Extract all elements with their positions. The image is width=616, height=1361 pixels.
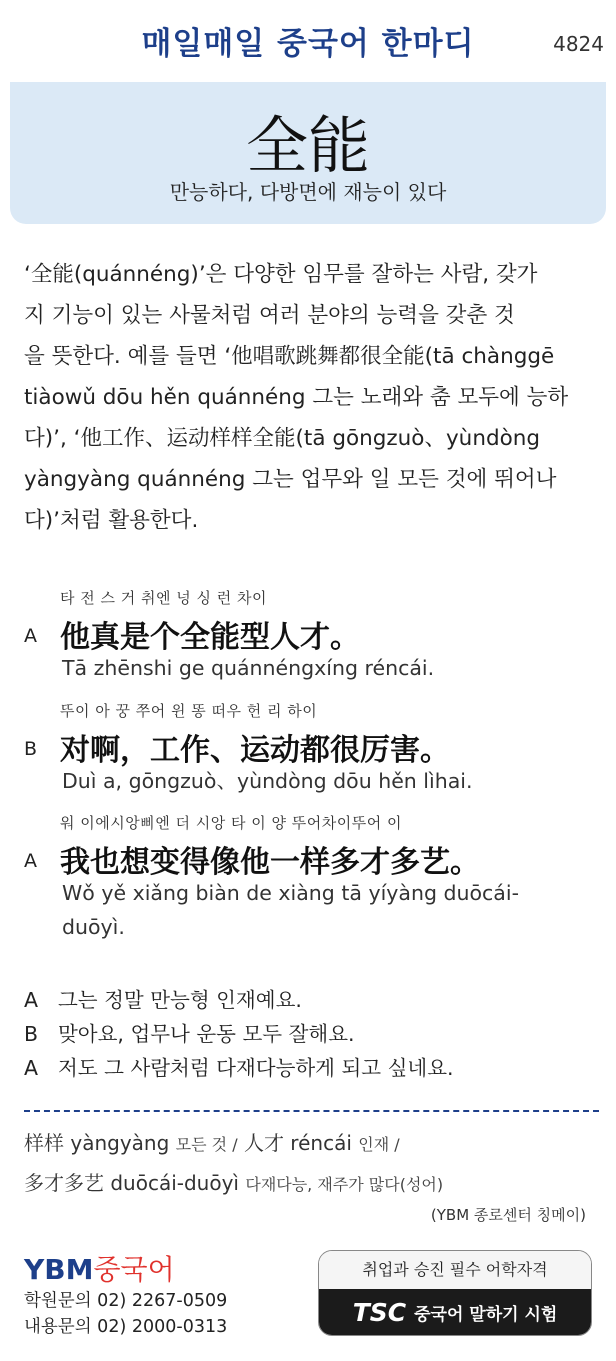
translation-text: 그는 정말 만능형 인재예요. — [58, 988, 302, 1012]
speaker-label: A — [24, 625, 37, 647]
pinyin-line: Wǒ yě xiǎng biàn de xiàng tā yíyàng duōcái-duōyì. — [62, 881, 519, 939]
chinese-sentence: 对啊，工作、运动都很厉害。 — [60, 733, 450, 768]
vocab-meaning: 다재다능, 재주가 많다(성어) — [245, 1175, 444, 1194]
explanation-line: 다)’처럼 활용한다. — [24, 508, 199, 533]
issue-number: 4824 — [553, 32, 604, 56]
explanation-line: ‘全能(quánnéng)’은 다양한 임무를 잘하는 사람, 갖가 — [24, 262, 538, 287]
chinese-sentence: 他真是个全能型人才。 — [60, 620, 360, 655]
chinese-sentence: 我也想变得像他一样多才多艺。 — [60, 845, 480, 880]
explanation-line: 지 기능이 있는 사물처럼 여러 분야의 능력을 갖춘 것 — [24, 303, 515, 328]
contact-content: 내용문의 02) 2000-0313 — [24, 1317, 228, 1337]
speaker-label: A — [24, 988, 39, 1012]
pinyin-line: Tā zhēnshi ge quánnéngxíng réncái. — [62, 656, 435, 680]
vocab-word: 多才多艺 duōcái-duōyì — [24, 1171, 239, 1195]
vocab-word: 样样 yàngyàng — [24, 1131, 170, 1155]
ybm-logo-text: YBM — [24, 1253, 94, 1286]
vocab-meaning: 인재 / — [358, 1135, 400, 1154]
tsc-logo: TSC — [352, 1297, 407, 1327]
pinyin-line: Duì a, gōngzuò、yùndòng dōu hěn lìhai. — [62, 769, 473, 793]
speaker-label: B — [24, 738, 38, 760]
ybm-logo — [24, 1248, 227, 1288]
explanation-line: tiàowǔ dōu hěn quánnéng 그는 노래와 춤 모두에 능하 — [24, 385, 569, 410]
vocab-line — [24, 1124, 443, 1164]
header — [0, 0, 616, 82]
explanation-line: 다)’, ‘他工作、运动样样全能(tā gōngzuò、yùndòng — [24, 426, 541, 451]
explanation-line: yàngyàng quánnéng 그는 업무와 일 모든 것에 뛰어나 — [24, 467, 557, 492]
speaker-label: A — [24, 1056, 39, 1080]
tsc-caption: 취업과 승진 필수 어학자격 — [319, 1251, 591, 1289]
translation-line — [24, 1051, 454, 1085]
series-title: 매일매일 중국어 한마디 — [141, 26, 475, 62]
translation-text: 맞아요, 업무나 운동 모두 잘해요. — [58, 1022, 355, 1046]
vocabulary-notes — [24, 1124, 443, 1204]
dashed-divider — [24, 1110, 599, 1112]
tsc-logo-bar — [319, 1289, 591, 1335]
tsc-title: 중국어 말하기 시험 — [414, 1304, 558, 1325]
translation-text: 저도 그 사람처럼 다재다능하게 되고 싶네요. — [58, 1056, 454, 1080]
headword-meaning: 만능하다, 다방면에 재능이 있다 — [169, 180, 447, 204]
tsc-banner[interactable] — [318, 1250, 592, 1336]
vocab-meaning: 모든 것 / — [175, 1135, 238, 1154]
pronunciation-guide: 뚜이 아 꿍 쭈어 윈 똥 떠우 헌 리 하이 — [60, 702, 318, 720]
vocab-line — [24, 1164, 443, 1204]
author-credit: (YBM 종로센터 칭메이) — [430, 1206, 586, 1224]
translation-line — [24, 1017, 454, 1051]
translation-list — [24, 983, 454, 1085]
pronunciation-guide: 타 전 스 거 취엔 넝 싱 런 차이 — [60, 589, 268, 607]
contact-academy: 학원문의 02) 2267-0509 — [24, 1291, 228, 1311]
ybm-footer — [24, 1248, 227, 1340]
explanation-line: 을 뜻한다. 예를 들면 ‘他唱歌跳舞都很全能(tā chànggē — [24, 344, 555, 369]
explanation-paragraph — [24, 254, 599, 541]
headword: 全能 — [245, 109, 370, 182]
translation-line — [24, 983, 454, 1017]
pronunciation-guide: 워 이에시앙삐엔 더 시앙 타 이 양 뚜어차이뚜어 이 — [60, 814, 402, 832]
speaker-label: B — [24, 1022, 39, 1046]
vocab-word: 人才 réncái — [243, 1131, 352, 1155]
headword-box — [10, 82, 606, 224]
ybm-logo-chinese: 중국어 — [93, 1253, 175, 1286]
speaker-label: A — [24, 850, 37, 872]
